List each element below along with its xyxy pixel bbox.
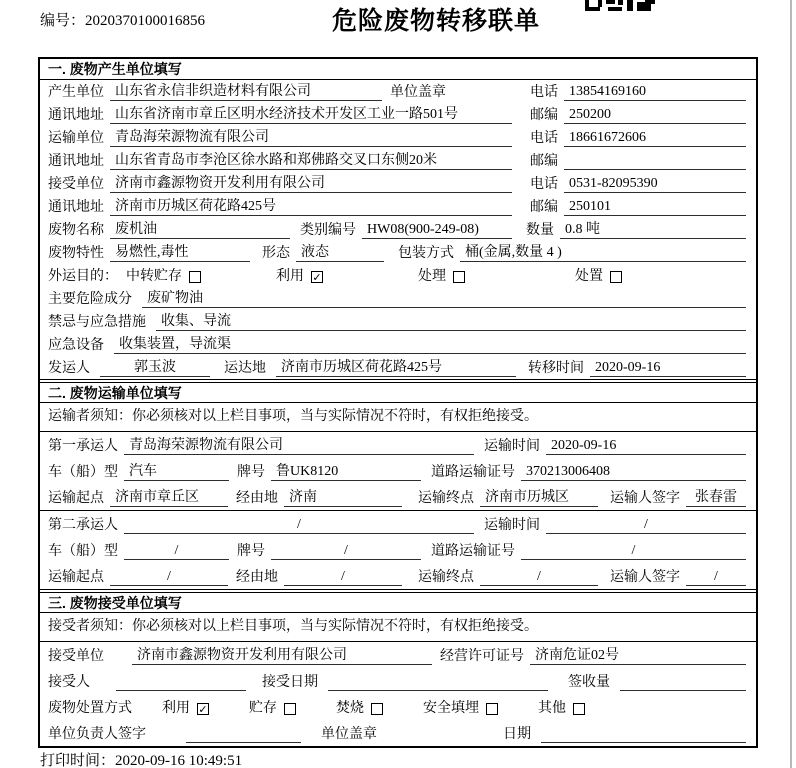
waste-name-value: 废机油: [110, 218, 290, 239]
checkbox-checked-icon: ✓: [198, 702, 208, 716]
produce-unit-value: 山东省永信非织造材料有限公司: [110, 80, 382, 101]
taboo-value: 收集、导流: [156, 310, 746, 331]
responsible-sign-value: [186, 742, 301, 743]
option-label: 贮存: [249, 701, 277, 716]
option-label: 其他: [538, 701, 566, 716]
plate-value: /: [271, 543, 421, 560]
manifest-table: [38, 57, 758, 748]
row-receiver-person: [40, 668, 756, 694]
responsible-sign-label: 单位负责人签字: [48, 727, 146, 742]
transport-time-label: 运输时间: [484, 518, 540, 533]
receive-unit-value: 济南市鑫源物资开发利用有限公司: [110, 172, 512, 193]
address-value: 山东省青岛市李沧区徐水路和郑佛路交叉口东侧20米: [110, 149, 512, 170]
zip-value: 250101: [564, 199, 746, 216]
received-qty-label: 签收量: [568, 675, 610, 690]
option-landfill: [423, 697, 498, 717]
hazard-label: 主要危险成分: [48, 292, 132, 307]
row-transport-unit: [40, 126, 756, 149]
row-emergency-equipment: [40, 333, 756, 356]
transport-time-value: /: [546, 517, 746, 534]
date-value: [541, 742, 746, 743]
transport-unit-value: 青岛海荣源物流有限公司: [110, 126, 512, 147]
option-dispose: [575, 265, 622, 285]
checkbox-icon: [486, 703, 498, 715]
waste-name-label: 废物名称: [48, 223, 104, 238]
row-carrier-2: [40, 511, 756, 537]
disposal-label: 废物处置方式: [48, 701, 132, 716]
plate-label: 牌号: [237, 544, 265, 559]
option-label: 中转贮存: [126, 269, 182, 284]
section1-title: 一. 废物产生单位填写: [40, 59, 756, 80]
form-label: 形态: [262, 246, 290, 261]
address-label: 通讯地址: [48, 154, 104, 169]
unit-seal-label: 单位盖章: [321, 727, 377, 742]
checkbox-icon: [189, 271, 201, 283]
produce-unit-label: 产生单位: [48, 85, 104, 100]
option-label: 处置: [575, 269, 603, 284]
row-receive-unit: [40, 172, 756, 195]
row-taboo-measures: [40, 310, 756, 333]
waste-property-label: 废物特性: [48, 246, 104, 261]
road-permit-value: 370213006408: [521, 464, 746, 481]
receiver-label: 接受人: [48, 675, 90, 690]
receive-date-label: 接受日期: [262, 675, 318, 690]
plate-value: 鲁UK8120: [271, 460, 421, 481]
route-via-label: 经由地: [236, 491, 278, 506]
transporter-sign-label: 运输人签字: [610, 570, 680, 585]
road-permit-label: 道路运输证号: [431, 544, 515, 559]
option-utilize: [162, 697, 209, 717]
packing-value: 桶(金属,数量 4 ): [460, 241, 746, 262]
transporter-sign-label: 运输人签字: [610, 491, 680, 506]
road-permit-value: /: [521, 543, 746, 560]
dispatcher-label: 发运人: [48, 361, 90, 376]
route-end-value: /: [480, 569, 598, 586]
route-start-value: /: [110, 569, 228, 586]
checkbox-icon: [453, 271, 465, 283]
row-address-2: [40, 149, 756, 172]
option-storage: [249, 697, 296, 717]
serial-number: [40, 9, 205, 30]
option-incinerate: [336, 697, 383, 717]
row-dispatcher: [40, 356, 756, 379]
row-receive-unit-s3: [40, 642, 756, 668]
checkbox-icon: [573, 703, 585, 715]
option-transfer-storage: [126, 265, 201, 285]
row-waste-property: [40, 241, 756, 264]
carrier-value: /: [124, 517, 474, 534]
route-via-value: /: [284, 569, 402, 586]
address-label: 通讯地址: [48, 200, 104, 215]
address-label: 通讯地址: [48, 108, 104, 123]
receive-unit-value: 济南市鑫源物资开发利用有限公司: [132, 644, 432, 665]
route-start-label: 运输起点: [48, 491, 104, 506]
transfer-time-label: 转移时间: [528, 361, 584, 376]
quantity-label: 数量: [526, 223, 554, 238]
receiver-notice: 接受者须知：你必须核对以上栏目事项，当与实际情况不符时，有权拒绝接受。: [40, 613, 756, 642]
row-responsible-sign: [40, 720, 756, 746]
phone-label: 电话: [530, 85, 558, 100]
receive-unit-label: 接受单位: [48, 177, 104, 192]
row-vehicle-1: [40, 458, 756, 484]
road-permit-label: 道路运输证号: [431, 465, 515, 480]
option-other: [538, 697, 585, 717]
vehicle-type-value: 汽车: [124, 460, 229, 481]
row-address-3: [40, 195, 756, 218]
row-hazard-component: [40, 287, 756, 310]
checkbox-icon: [284, 703, 296, 715]
serial-value: 2020370100016856: [85, 13, 206, 29]
date-label: 日期: [503, 727, 531, 742]
zip-value: 250200: [564, 107, 746, 124]
route-end-label: 运输终点: [418, 491, 474, 506]
vehicle-type-label: 车（船）型: [48, 465, 118, 480]
checkbox-icon: [610, 271, 622, 283]
checkbox-checked-icon: ✓: [312, 270, 322, 284]
row-address-1: [40, 103, 756, 126]
row-produce-unit: [40, 80, 756, 103]
option-treat: [418, 265, 465, 285]
route-via-label: 经由地: [236, 570, 278, 585]
phone-value: 13854169160: [564, 84, 746, 101]
phone-value: 0531-82095390: [564, 176, 746, 193]
quantity-value: 0.8 吨: [560, 218, 746, 239]
phone-value: 18661672606: [564, 130, 746, 147]
page-title: 危险废物转移联单: [332, 7, 541, 35]
option-label: 安全填埋: [423, 701, 479, 716]
category-value: HW08(900-249-08): [362, 222, 512, 239]
route-end-label: 运输终点: [418, 570, 474, 585]
packing-label: 包装方式: [398, 246, 454, 261]
dispatcher-value: 郭玉波: [100, 356, 210, 377]
row-waste-name: [40, 218, 756, 241]
phone-label: 电话: [530, 177, 558, 192]
transporter-sign-value: /: [686, 569, 746, 586]
business-permit-value: 济南危证02号: [530, 644, 746, 665]
row-carrier-1: [40, 432, 756, 458]
option-utilize: [276, 265, 323, 285]
vehicle-type-value: /: [124, 543, 229, 560]
waste-property-value: 易燃性,毒性: [110, 241, 250, 262]
section3-title: 三. 废物接受单位填写: [40, 592, 756, 613]
row-vehicle-2: [40, 537, 756, 563]
category-label: 类别编号: [300, 223, 356, 238]
receiver-value: [116, 690, 246, 691]
transporter-notice: 运输者须知：你必须核对以上栏目事项，当与实际情况不符时，有权拒绝接受。: [40, 403, 756, 432]
unit-seal-label: 单位盖章: [390, 85, 446, 100]
phone-label: 电话: [530, 131, 558, 146]
destination-label: 运达地: [224, 361, 266, 376]
carrier-value: 青岛海荣源物流有限公司: [124, 434, 474, 455]
row-transfer-purpose: [40, 264, 756, 287]
transporter-sign-value: 张春雷: [686, 486, 746, 507]
route-start-value: 济南市章丘区: [110, 486, 228, 507]
plate-label: 牌号: [237, 465, 265, 480]
option-label: 焚烧: [336, 701, 364, 716]
purpose-label: 外运目的：: [48, 269, 118, 284]
route-via-value: 济南: [284, 486, 402, 507]
receive-unit-label: 接受单位: [48, 649, 104, 664]
option-label: 利用: [162, 701, 190, 716]
second-carrier-block: [40, 511, 756, 589]
zip-value: [564, 169, 746, 170]
business-permit-label: 经营许可证号: [440, 649, 524, 664]
destination-value: 济南市历城区荷花路425号: [276, 356, 516, 377]
taboo-label: 禁忌与应急措施: [48, 315, 146, 330]
row-route-1: [40, 484, 756, 510]
transport-unit-label: 运输单位: [48, 131, 104, 146]
zip-label: 邮编: [530, 200, 558, 215]
option-label: 利用: [276, 269, 304, 284]
print-time-label: 打印时间：: [40, 753, 116, 768]
zip-label: 邮编: [530, 108, 558, 123]
checkbox-icon: [371, 703, 383, 715]
address-value: 山东省济南市章丘区明水经济技术开发区工业一路501号: [110, 103, 512, 124]
route-end-value: 济南市历城区: [480, 486, 598, 507]
carrier-label: 第二承运人: [48, 518, 118, 533]
equipment-value: 收集装置，导流渠: [114, 333, 746, 354]
page-edge-line: [790, 0, 792, 768]
zip-label: 邮编: [530, 154, 558, 169]
option-label: 处理: [418, 269, 446, 284]
qr-code-fragment: [585, 0, 655, 11]
vehicle-type-label: 车（船）型: [48, 544, 118, 559]
row-disposal-method: [40, 694, 756, 720]
serial-label: 编号：: [40, 13, 86, 29]
print-time: [40, 749, 242, 768]
print-time-value: 2020-09-16 10:49:51: [115, 753, 243, 768]
transfer-time-value: 2020-09-16: [590, 360, 746, 377]
transport-time-value: 2020-09-16: [546, 438, 746, 455]
hazard-value: 废矿物油: [142, 287, 746, 308]
equipment-label: 应急设备: [48, 338, 104, 353]
section2-title: 二. 废物运输单位填写: [40, 382, 756, 403]
received-qty-value: [620, 690, 746, 691]
first-carrier-block: [40, 432, 756, 511]
route-start-label: 运输起点: [48, 570, 104, 585]
transport-time-label: 运输时间: [484, 439, 540, 454]
row-route-2: [40, 563, 756, 589]
carrier-label: 第一承运人: [48, 439, 118, 454]
receive-date-value: [328, 690, 548, 691]
form-value: 液态: [296, 241, 384, 262]
address-value: 济南市历城区荷花路425号: [110, 195, 512, 216]
